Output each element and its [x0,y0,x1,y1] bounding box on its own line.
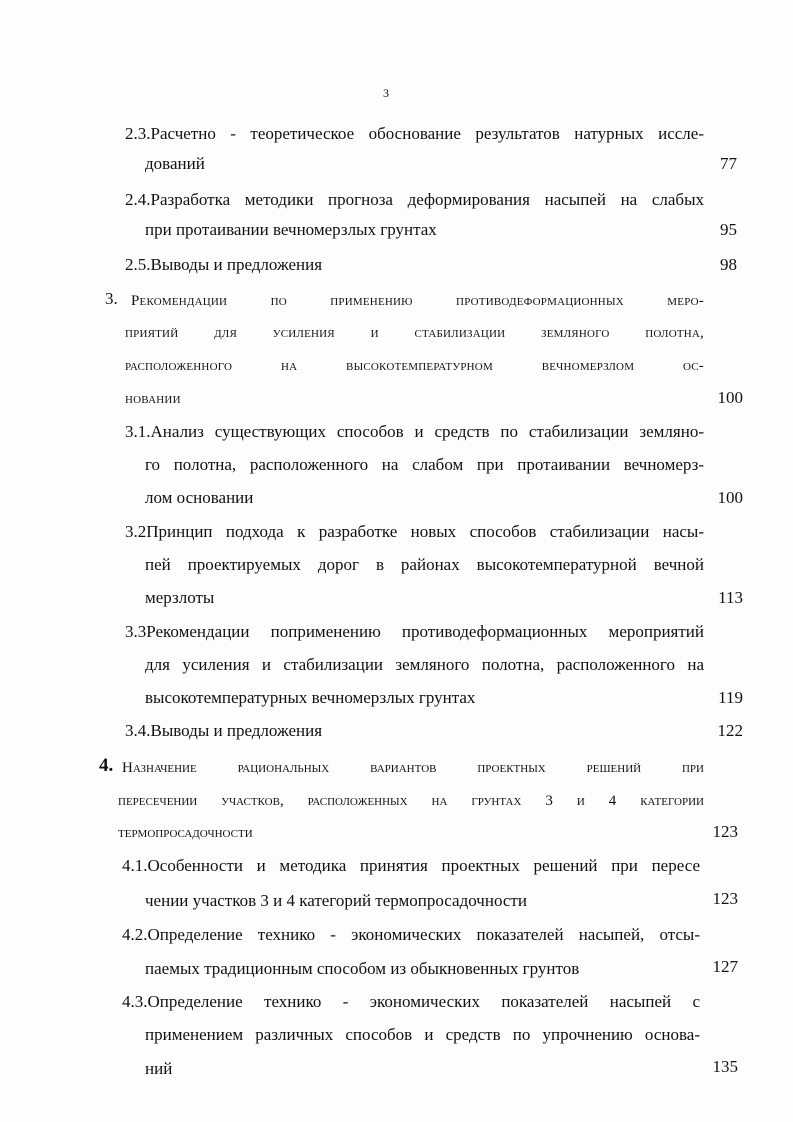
toc-entry-2-4-page: 95 [720,220,737,239]
toc-chapter-3-line-3: расположенного на высокотемпературном вечномерзлом ос- [125,358,704,374]
toc-entry-4-2-line-1: 4.2.Определение технико - экономических показателей насыпей, отсы- [122,925,700,944]
toc-entry-4-3-line-2: применением различных способов и средств по упрочнению основа- [145,1025,700,1044]
toc-entry-3-2-line-1: 3.2Принцип подхода к разработке новых способов стабилизации насы- [125,522,704,541]
toc-chapter-4-page: 123 [712,822,738,841]
toc-entry-3-4-page: 122 [717,721,743,740]
toc-chapter-3-line-1: Рекомендации по применению противодеформационных меро- [131,293,704,309]
page-number: 3 [383,86,389,100]
toc-entry-2-5-page: 98 [720,255,737,274]
toc-entry-4-3-line-3: ний [145,1059,173,1078]
toc-entry-3-1-line-2: го полотна, расположенного на слабом при протаивании вечномерз- [145,455,704,474]
toc-entry-4-2-page: 127 [712,957,738,976]
toc-chapter-3-page: 100 [717,388,743,407]
toc-chapter-3-line-4: новании [125,391,181,407]
toc-entry-3-1-line-3: лом основании [145,488,254,507]
toc-entry-3-2-page: 113 [718,588,743,607]
toc-entry-4-1-line-1: 4.1.Особенности и методика принятия проектных решений при пересе [122,856,700,875]
toc-entry-2-5-line-1: 2.5.Выводы и предложения [125,255,323,274]
toc-entry-3-4-line-1: 3.4.Выводы и предложения [125,721,323,740]
toc-entry-4-1-line-2: чении участков 3 и 4 категорий термопросадочности [145,891,527,910]
toc-chapter-4-line-1: Назначение рациональных вариантов проектных решений при [122,760,704,776]
toc-entry-3-1-page: 100 [717,488,743,507]
toc-entry-3-3-line-2: для усиления и стабилизации земляного полотна, расположенного на [145,655,704,674]
toc-chapter-3-line-2: приятий для усиления и стабилизации земляного полотна, [125,325,704,341]
toc-entry-2-4-line-1: 2.4.Разработка методики прогноза деформирования насыпей на слабых [125,190,704,209]
toc-chapter-4-number: 4. [99,755,114,776]
toc-entry-4-3-page: 135 [712,1057,738,1076]
toc-entry-3-3-page: 119 [718,688,743,707]
toc-entry-2-3-line-1: 2.3.Расчетно - теоретическое обоснование результатов натурных иссле- [125,124,704,143]
toc-entry-3-1-line-1: 3.1.Анализ существующих способов и средств по стабилизации земляно- [125,422,704,441]
toc-entry-3-2-line-2: пей проектируемых дорог в районах высокотемпературной вечной [145,555,704,574]
toc-chapter-4-line-3: термопросадочности [118,825,253,841]
toc-entry-3-3-line-1: 3.3Рекомендации поприменению противодеформационных мероприятий [125,622,704,641]
toc-chapter-3-number: 3. [105,289,118,308]
toc-chapter-4-line-2: пересечении участков, расположенных на грунтах 3 и 4 категории [118,793,704,809]
toc-entry-2-4-line-2: при протаивании вечномерзлых грунтах [145,220,437,239]
toc-entry-4-1-page: 123 [712,889,738,908]
toc-entry-3-3-line-3: высокотемпературных вечномерзлых грунтах [145,688,476,707]
toc-entry-4-3-line-1: 4.3.Определение технико - экономических показателей насыпей с [122,992,700,1011]
toc-entry-2-3-line-2: дований [145,154,205,173]
toc-entry-4-2-line-2: паемых традиционным способом из обыкновенных грунтов [145,959,580,978]
toc-entry-2-3-page: 77 [720,154,737,173]
toc-entry-3-2-line-3: мерзлоты [145,588,215,607]
